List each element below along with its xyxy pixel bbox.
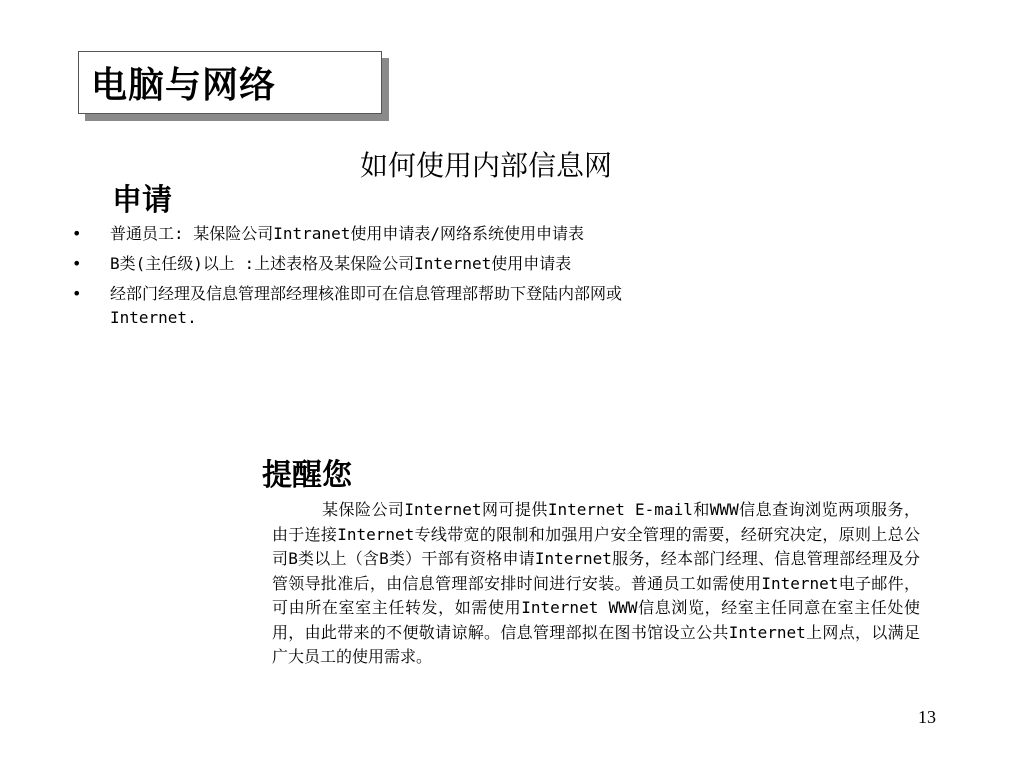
list-item	[72, 282, 647, 330]
list-item	[72, 252, 647, 276]
slide-subtitle: 如何使用内部信息网	[360, 149, 613, 182]
bullet-icon: •	[72, 284, 82, 303]
bullet-text: 经部门经理及信息管理部经理核准即可在信息管理部帮助下登陆内部网或Internet.	[110, 284, 623, 327]
bullet-text: B类(主任级)以上 :上述表格及某保险公司Internet使用申请表	[110, 254, 572, 273]
slide-title-box	[78, 51, 382, 114]
remind-heading: 提醒您	[262, 458, 352, 493]
apply-heading: 申请	[112, 183, 172, 218]
bullet-icon: •	[72, 254, 82, 273]
slide-title: 电脑与网络	[91, 65, 277, 106]
bullet-text: 普通员工: 某保险公司Intranet使用申请表/网络系统使用申请表	[110, 224, 584, 243]
remind-paragraph: 某保险公司Internet网可提供Internet E-mail和WWW信息查询浏览两项服务，由于连接Internet专线带宽的限制和加强用户安全管理的需要，经研究决定，原则上总公司B类以上（含B类）干部有资格申请Internet服务，经本部门经理、信息管理部经理及分管领导批准后，由信息管理部安排时间进行安装。普通员工如需使用Internet电子邮件，可由所在室室主任转发，如需使用Internet WWW信息浏览，经室主任同意在室主任处使用，由此带来的不便敬请谅解。信息管理部拟在图书馆设立公共Internet上网点，以满足广大员工的使用需求。	[272, 500, 920, 666]
list-item	[72, 222, 647, 246]
bullet-icon: •	[72, 224, 82, 243]
page-number: 13	[918, 707, 936, 727]
application-bullet-list	[72, 222, 647, 336]
